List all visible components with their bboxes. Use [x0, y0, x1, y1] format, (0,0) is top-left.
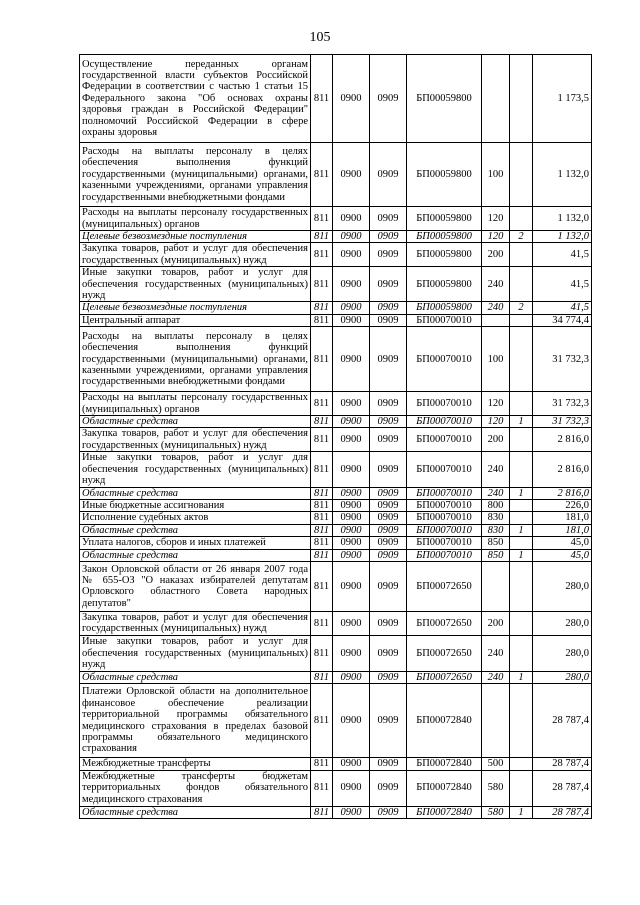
row-amount: 280,0 — [533, 635, 592, 671]
row-amount: 31 732,3 — [533, 416, 592, 428]
row-podrazdel: 0909 — [370, 561, 407, 611]
row-podrazdel: 0909 — [370, 487, 407, 499]
row-razdel: 0900 — [333, 392, 370, 416]
row-name: Областные средства — [80, 524, 311, 536]
row-amount: 31 732,3 — [533, 392, 592, 416]
row-code: 811 — [311, 314, 333, 326]
row-name: Расходы на выплаты персоналу в целях обеспечения выполнения функций государственными (муниципальными) органами, казенными учреждениями, органами управления государственными внебюджетными фондами — [80, 143, 311, 207]
row-podrazdel: 0909 — [370, 512, 407, 524]
row-amount: 1 132,0 — [533, 207, 592, 231]
table-row — [80, 314, 592, 326]
row-razdel: 0900 — [333, 770, 370, 806]
table-row — [80, 207, 592, 231]
row-amount: 45,0 — [533, 537, 592, 549]
row-podrazdel: 0909 — [370, 499, 407, 511]
row-target-article: БП00070010 — [407, 428, 482, 452]
row-podrazdel: 0909 — [370, 758, 407, 770]
row-target-article: БП00072650 — [407, 611, 482, 635]
row-name: Областные средства — [80, 671, 311, 683]
row-expense-type: 800 — [482, 499, 510, 511]
table-row — [80, 267, 592, 302]
row-code: 811 — [311, 243, 333, 267]
row-expense-type: 850 — [482, 549, 510, 561]
row-target-article: БП00070010 — [407, 512, 482, 524]
row-name: Закупка товаров, работ и услуг для обеспечения государственных (муниципальных) нужд — [80, 243, 311, 267]
row-razdel: 0900 — [333, 416, 370, 428]
row-expense-type: 240 — [482, 302, 510, 314]
row-podrazdel: 0909 — [370, 327, 407, 392]
table-row — [80, 806, 592, 818]
row-razdel: 0900 — [333, 327, 370, 392]
row-expense-type: 830 — [482, 512, 510, 524]
row-code: 811 — [311, 392, 333, 416]
row-amount: 45,0 — [533, 549, 592, 561]
row-name: Расходы на выплаты персоналу в целях обеспечения выполнения функций государственными (муниципальными) органами, казенными учреждениями, органами управления государственными внебюджетными фондами — [80, 327, 311, 392]
row-funding-source: 1 — [510, 416, 533, 428]
row-target-article: БП00070010 — [407, 327, 482, 392]
row-name: Уплата налогов, сборов и иных платежей — [80, 537, 311, 549]
table-row — [80, 143, 592, 207]
row-razdel: 0900 — [333, 143, 370, 207]
row-name: Расходы на выплаты персоналу государственных (муниципальных) органов — [80, 207, 311, 231]
row-amount: 28 787,4 — [533, 806, 592, 818]
row-target-article: БП00059800 — [407, 302, 482, 314]
row-code: 811 — [311, 671, 333, 683]
row-code: 811 — [311, 611, 333, 635]
row-target-article: БП00059800 — [407, 267, 482, 302]
row-expense-type: 100 — [482, 143, 510, 207]
row-podrazdel: 0909 — [370, 416, 407, 428]
row-funding-source — [510, 684, 533, 758]
row-code: 811 — [311, 806, 333, 818]
row-funding-source: 1 — [510, 524, 533, 536]
row-expense-type — [482, 55, 510, 143]
row-expense-type: 830 — [482, 524, 510, 536]
row-name: Исполнение судебных актов — [80, 512, 311, 524]
row-code: 811 — [311, 758, 333, 770]
row-funding-source: 1 — [510, 671, 533, 683]
row-podrazdel: 0909 — [370, 806, 407, 818]
row-expense-type: 580 — [482, 806, 510, 818]
row-expense-type: 200 — [482, 611, 510, 635]
budget-table — [79, 54, 592, 819]
row-target-article: БП00070010 — [407, 452, 482, 487]
row-name: Иные закупки товаров, работ и услуг для обеспечения государственных (муниципальных) нужд — [80, 635, 311, 671]
row-expense-type: 240 — [482, 671, 510, 683]
row-target-article: БП00059800 — [407, 207, 482, 231]
row-funding-source: 1 — [510, 806, 533, 818]
row-razdel: 0900 — [333, 684, 370, 758]
row-podrazdel: 0909 — [370, 243, 407, 267]
row-code: 811 — [311, 452, 333, 487]
row-razdel: 0900 — [333, 537, 370, 549]
row-podrazdel: 0909 — [370, 452, 407, 487]
row-target-article: БП00072650 — [407, 635, 482, 671]
table-row — [80, 635, 592, 671]
row-target-article: БП00070010 — [407, 487, 482, 499]
row-amount: 1 132,0 — [533, 231, 592, 243]
row-code: 811 — [311, 416, 333, 428]
row-funding-source — [510, 327, 533, 392]
row-target-article: БП00070010 — [407, 392, 482, 416]
row-razdel: 0900 — [333, 428, 370, 452]
table-row — [80, 428, 592, 452]
row-funding-source: 2 — [510, 231, 533, 243]
row-expense-type — [482, 684, 510, 758]
row-podrazdel: 0909 — [370, 549, 407, 561]
row-razdel: 0900 — [333, 758, 370, 770]
row-podrazdel: 0909 — [370, 537, 407, 549]
row-funding-source — [510, 314, 533, 326]
page-number: 105 — [309, 30, 331, 45]
row-name: Областные средства — [80, 487, 311, 499]
row-funding-source — [510, 770, 533, 806]
row-podrazdel: 0909 — [370, 635, 407, 671]
table-row — [80, 452, 592, 487]
row-name: Межбюджетные трансферты — [80, 758, 311, 770]
row-expense-type: 240 — [482, 487, 510, 499]
table-row — [80, 416, 592, 428]
row-code: 811 — [311, 499, 333, 511]
row-podrazdel: 0909 — [370, 671, 407, 683]
row-expense-type: 580 — [482, 770, 510, 806]
row-code: 811 — [311, 537, 333, 549]
row-code: 811 — [311, 524, 333, 536]
row-code: 811 — [311, 302, 333, 314]
row-target-article: БП00059800 — [407, 143, 482, 207]
row-name: Областные средства — [80, 549, 311, 561]
table-row — [80, 243, 592, 267]
row-target-article: БП00059800 — [407, 55, 482, 143]
row-razdel: 0900 — [333, 549, 370, 561]
row-podrazdel: 0909 — [370, 611, 407, 635]
row-target-article: БП00070010 — [407, 416, 482, 428]
row-funding-source — [510, 243, 533, 267]
row-expense-type: 120 — [482, 392, 510, 416]
row-name: Платежи Орловской области на дополнительное финансовое обеспечение реализации территориальной программы обязательного медицинского страхования в пределах базовой программы обязательного медицинского страхования — [80, 684, 311, 758]
row-expense-type: 850 — [482, 537, 510, 549]
row-target-article: БП00072840 — [407, 684, 482, 758]
row-name: Целевые безвозмездные поступления — [80, 231, 311, 243]
row-amount: 28 787,4 — [533, 684, 592, 758]
row-funding-source — [510, 452, 533, 487]
row-funding-source — [510, 758, 533, 770]
row-podrazdel: 0909 — [370, 207, 407, 231]
row-code: 811 — [311, 512, 333, 524]
row-razdel: 0900 — [333, 499, 370, 511]
row-amount: 2 816,0 — [533, 428, 592, 452]
row-target-article: БП00059800 — [407, 243, 482, 267]
row-name: Иные закупки товаров, работ и услуг для обеспечения государственных (муниципальных) нужд — [80, 267, 311, 302]
row-expense-type: 200 — [482, 428, 510, 452]
row-target-article: БП00072650 — [407, 671, 482, 683]
row-funding-source — [510, 561, 533, 611]
row-name: Закон Орловской области от 26 января 2007 года № 655-ОЗ "О наказах избирателей депутатам Орловского областного Совета народных депутатов" — [80, 561, 311, 611]
row-funding-source — [510, 537, 533, 549]
row-expense-type — [482, 561, 510, 611]
row-name: Межбюджетные трансферты бюджетам территориальных фондов обязательного медицинского страхования — [80, 770, 311, 806]
row-podrazdel: 0909 — [370, 428, 407, 452]
row-amount: 41,5 — [533, 243, 592, 267]
table-row — [80, 327, 592, 392]
row-podrazdel: 0909 — [370, 231, 407, 243]
row-razdel: 0900 — [333, 231, 370, 243]
row-code: 811 — [311, 561, 333, 611]
row-funding-source: 1 — [510, 487, 533, 499]
row-amount: 31 732,3 — [533, 327, 592, 392]
row-podrazdel: 0909 — [370, 524, 407, 536]
row-amount: 280,0 — [533, 611, 592, 635]
row-funding-source — [510, 267, 533, 302]
row-name: Областные средства — [80, 416, 311, 428]
row-target-article: БП00070010 — [407, 524, 482, 536]
table-row — [80, 684, 592, 758]
row-razdel: 0900 — [333, 243, 370, 267]
row-code: 811 — [311, 267, 333, 302]
row-expense-type: 120 — [482, 231, 510, 243]
row-expense-type: 240 — [482, 452, 510, 487]
row-amount: 1 132,0 — [533, 143, 592, 207]
row-podrazdel: 0909 — [370, 55, 407, 143]
table-row — [80, 549, 592, 561]
table-row — [80, 499, 592, 511]
row-target-article: БП00072840 — [407, 758, 482, 770]
row-razdel: 0900 — [333, 512, 370, 524]
table-row — [80, 611, 592, 635]
row-amount: 181,0 — [533, 524, 592, 536]
row-amount: 41,5 — [533, 302, 592, 314]
table-row — [80, 302, 592, 314]
table-row — [80, 537, 592, 549]
row-funding-source — [510, 392, 533, 416]
row-razdel: 0900 — [333, 207, 370, 231]
row-amount: 28 787,4 — [533, 770, 592, 806]
row-funding-source — [510, 635, 533, 671]
row-name: Целевые безвозмездные поступления — [80, 302, 311, 314]
row-podrazdel: 0909 — [370, 267, 407, 302]
row-amount: 41,5 — [533, 267, 592, 302]
row-expense-type: 100 — [482, 327, 510, 392]
row-razdel: 0900 — [333, 635, 370, 671]
row-razdel: 0900 — [333, 524, 370, 536]
row-amount: 1 173,5 — [533, 55, 592, 143]
row-expense-type: 120 — [482, 416, 510, 428]
row-amount: 28 787,4 — [533, 758, 592, 770]
table-row — [80, 671, 592, 683]
row-target-article: БП00070010 — [407, 537, 482, 549]
row-target-article: БП00072840 — [407, 770, 482, 806]
row-funding-source — [510, 143, 533, 207]
row-razdel: 0900 — [333, 302, 370, 314]
row-amount: 280,0 — [533, 561, 592, 611]
table-row — [80, 512, 592, 524]
table-row — [80, 770, 592, 806]
row-code: 811 — [311, 207, 333, 231]
row-code: 811 — [311, 770, 333, 806]
row-funding-source — [510, 499, 533, 511]
row-expense-type: 240 — [482, 267, 510, 302]
row-razdel: 0900 — [333, 671, 370, 683]
row-podrazdel: 0909 — [370, 143, 407, 207]
row-funding-source — [510, 55, 533, 143]
row-expense-type: 240 — [482, 635, 510, 671]
row-code: 811 — [311, 635, 333, 671]
row-expense-type: 200 — [482, 243, 510, 267]
row-amount: 280,0 — [533, 671, 592, 683]
table-row — [80, 524, 592, 536]
row-code: 811 — [311, 55, 333, 143]
row-razdel: 0900 — [333, 487, 370, 499]
row-name: Закупка товаров, работ и услуг для обеспечения государственных (муниципальных) нужд — [80, 428, 311, 452]
row-code: 811 — [311, 428, 333, 452]
row-funding-source — [510, 611, 533, 635]
row-podrazdel: 0909 — [370, 770, 407, 806]
table-row — [80, 758, 592, 770]
row-funding-source: 1 — [510, 549, 533, 561]
row-podrazdel: 0909 — [370, 314, 407, 326]
table-row — [80, 487, 592, 499]
row-razdel: 0900 — [333, 452, 370, 487]
row-podrazdel: 0909 — [370, 302, 407, 314]
row-razdel: 0900 — [333, 611, 370, 635]
row-podrazdel: 0909 — [370, 392, 407, 416]
row-razdel: 0900 — [333, 314, 370, 326]
table-row — [80, 561, 592, 611]
row-amount: 34 774,4 — [533, 314, 592, 326]
row-target-article: БП00070010 — [407, 314, 482, 326]
row-podrazdel: 0909 — [370, 684, 407, 758]
row-target-article: БП00072650 — [407, 561, 482, 611]
row-razdel: 0900 — [333, 561, 370, 611]
row-funding-source: 2 — [510, 302, 533, 314]
row-name: Иные бюджетные ассигнования — [80, 499, 311, 511]
row-target-article: БП00070010 — [407, 549, 482, 561]
row-code: 811 — [311, 487, 333, 499]
row-funding-source — [510, 512, 533, 524]
row-target-article: БП00072840 — [407, 806, 482, 818]
row-amount: 2 816,0 — [533, 487, 592, 499]
row-amount: 226,0 — [533, 499, 592, 511]
row-expense-type — [482, 314, 510, 326]
row-amount: 181,0 — [533, 512, 592, 524]
row-target-article: БП00059800 — [407, 231, 482, 243]
row-code: 811 — [311, 549, 333, 561]
row-code: 811 — [311, 143, 333, 207]
row-funding-source — [510, 207, 533, 231]
row-name: Осуществление переданных органам государственной власти субъектов Российской Федерации в соответствии с частью 1 статьи 15 Федерального закона "Об основах охраны здоровья граждан в Российской Федерации" полномочий Российской Федерации в сфере охраны здоровья — [80, 55, 311, 143]
table-row — [80, 231, 592, 243]
table-row — [80, 392, 592, 416]
row-target-article: БП00070010 — [407, 499, 482, 511]
row-code: 811 — [311, 327, 333, 392]
row-name: Центральный аппарат — [80, 314, 311, 326]
row-name: Закупка товаров, работ и услуг для обеспечения государственных (муниципальных) нужд — [80, 611, 311, 635]
row-amount: 2 816,0 — [533, 452, 592, 487]
row-code: 811 — [311, 684, 333, 758]
row-code: 811 — [311, 231, 333, 243]
row-funding-source — [510, 428, 533, 452]
row-name: Расходы на выплаты персоналу государственных (муниципальных) органов — [80, 392, 311, 416]
row-razdel: 0900 — [333, 806, 370, 818]
row-expense-type: 500 — [482, 758, 510, 770]
table-row — [80, 55, 592, 143]
row-expense-type: 120 — [482, 207, 510, 231]
row-name: Иные закупки товаров, работ и услуг для обеспечения государственных (муниципальных) нужд — [80, 452, 311, 487]
row-razdel: 0900 — [333, 267, 370, 302]
row-razdel: 0900 — [333, 55, 370, 143]
row-name: Областные средства — [80, 806, 311, 818]
